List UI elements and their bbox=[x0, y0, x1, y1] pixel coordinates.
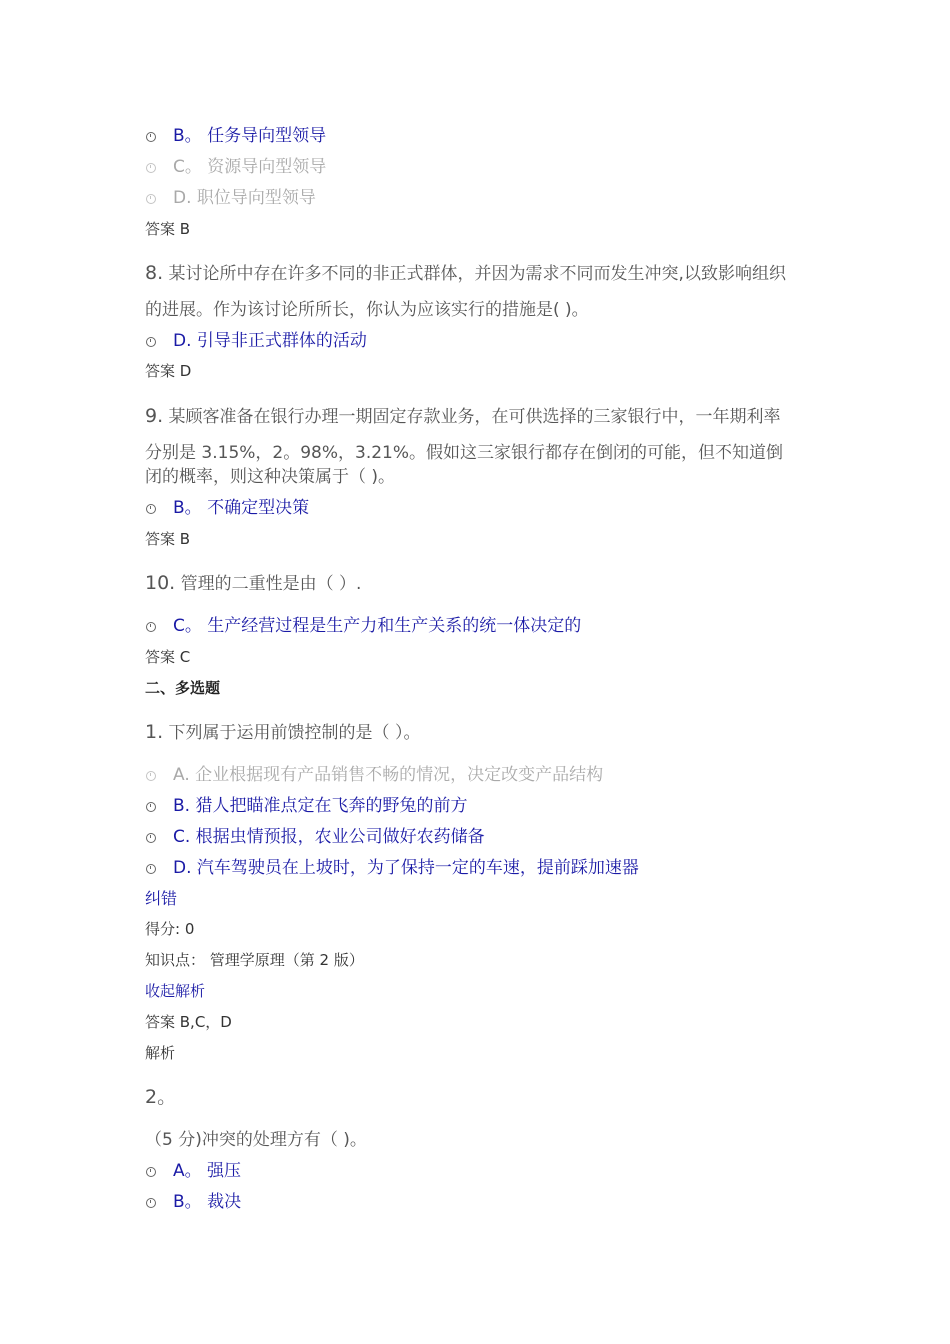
q10-stem-line1 bbox=[145, 574, 361, 593]
option-label: B. 猎人把瞄准点定在飞奔的野兔的前方 bbox=[173, 796, 468, 816]
option-label: D. 引导非正式群体的活动 bbox=[173, 331, 367, 351]
question-text: 下列属于运用前馈控制的是（ ）。 bbox=[168, 723, 421, 743]
radio-icon bbox=[146, 771, 156, 781]
m2-option-a[interactable] bbox=[145, 1163, 241, 1180]
m1-option-c[interactable] bbox=[145, 829, 485, 846]
radio-icon bbox=[146, 337, 156, 347]
m1-option-b[interactable] bbox=[145, 798, 467, 815]
m2-stem-line1: （5 分)冲突的处理方有（ )。 bbox=[145, 1130, 367, 1150]
question-text: 管理的二重性是由（ ）. bbox=[180, 574, 362, 594]
q7-option-b[interactable] bbox=[145, 128, 326, 145]
q10-option-c[interactable] bbox=[145, 618, 581, 635]
option-label: C。 资源导向型领导 bbox=[173, 157, 327, 177]
m2-number bbox=[145, 1088, 176, 1107]
option-label: A. 企业根据现有产品销售不畅的情况，决定改变产品结构 bbox=[173, 765, 604, 785]
m1-option-d[interactable] bbox=[145, 860, 639, 877]
option-label: C. 根据虫情预报，农业公司做好农药储备 bbox=[173, 827, 485, 847]
collapse-analysis-link[interactable]: 收起解析 bbox=[145, 982, 206, 1000]
q9-stem-line1 bbox=[145, 407, 781, 426]
q9-stem-line3: 闭的概率，则这种决策属于（ )。 bbox=[145, 467, 396, 487]
radio-icon bbox=[146, 1198, 156, 1208]
score-text: 得分: 0 bbox=[145, 920, 195, 938]
question-number: 10. bbox=[145, 572, 176, 594]
option-label: B。 裁决 bbox=[173, 1192, 242, 1212]
q8-option-d[interactable] bbox=[145, 333, 367, 350]
question-text: 某顾客准备在银行办理一期固定存款业务，在可供选择的三家银行中，一年期利率 bbox=[168, 407, 781, 427]
q8-stem-line1 bbox=[145, 264, 786, 283]
option-label: C。 生产经营过程是生产力和生产关系的统一体决定的 bbox=[173, 616, 582, 636]
radio-icon bbox=[146, 622, 156, 632]
m1-stem-line1 bbox=[145, 723, 420, 742]
question-number: 2。 bbox=[145, 1086, 177, 1108]
option-label: A。 强压 bbox=[173, 1161, 242, 1181]
question-number: 1. bbox=[145, 721, 164, 743]
section-title: 二、多选题 bbox=[145, 679, 221, 697]
m2-option-b[interactable] bbox=[145, 1194, 241, 1211]
m1-option-a[interactable] bbox=[145, 767, 603, 784]
radio-icon bbox=[146, 802, 156, 812]
question-text: 某讨论所中存在许多不同的非正式群体，并因为需求不同而发生冲突,以致影响组织 bbox=[168, 264, 786, 284]
radio-icon bbox=[146, 163, 156, 173]
q10-answer: 答案 C bbox=[145, 648, 191, 666]
question-number: 9. bbox=[145, 405, 164, 427]
radio-icon bbox=[146, 833, 156, 843]
option-label: B。 不确定型决策 bbox=[173, 498, 310, 518]
question-number: 8. bbox=[145, 262, 164, 284]
q9-stem-line2: 分别是 3.15%，2。98%，3.21%。假如这三家银行都存在倒闭的可能，但不知道倒 bbox=[145, 443, 784, 463]
radio-icon bbox=[146, 194, 156, 204]
q7-option-c[interactable] bbox=[145, 159, 326, 176]
radio-icon bbox=[146, 864, 156, 874]
radio-icon bbox=[146, 504, 156, 514]
option-label: D. 汽车驾驶员在上坡时，为了保持一定的车速，提前踩加速器 bbox=[173, 858, 639, 878]
radio-icon bbox=[146, 1167, 156, 1177]
q7-option-d[interactable] bbox=[145, 190, 316, 207]
option-label: D. 职位导向型领导 bbox=[173, 188, 316, 208]
q8-answer: 答案 D bbox=[145, 362, 192, 380]
q9-option-b[interactable] bbox=[145, 500, 309, 517]
knowledge-point: 知识点： 管理学原理（第 2 版） bbox=[145, 951, 364, 969]
radio-icon bbox=[146, 132, 156, 142]
m1-answer: 答案 B,C，D bbox=[145, 1013, 232, 1031]
q7-answer: 答案 B bbox=[145, 220, 191, 238]
option-label: B。 任务导向型领导 bbox=[173, 126, 327, 146]
report-error-link[interactable]: 纠错 bbox=[145, 889, 178, 908]
analysis-label: 解析 bbox=[145, 1044, 176, 1062]
q9-answer: 答案 B bbox=[145, 530, 191, 548]
q8-stem-line2: 的进展。作为该讨论所所长，你认为应该实行的措施是( )。 bbox=[145, 300, 589, 320]
